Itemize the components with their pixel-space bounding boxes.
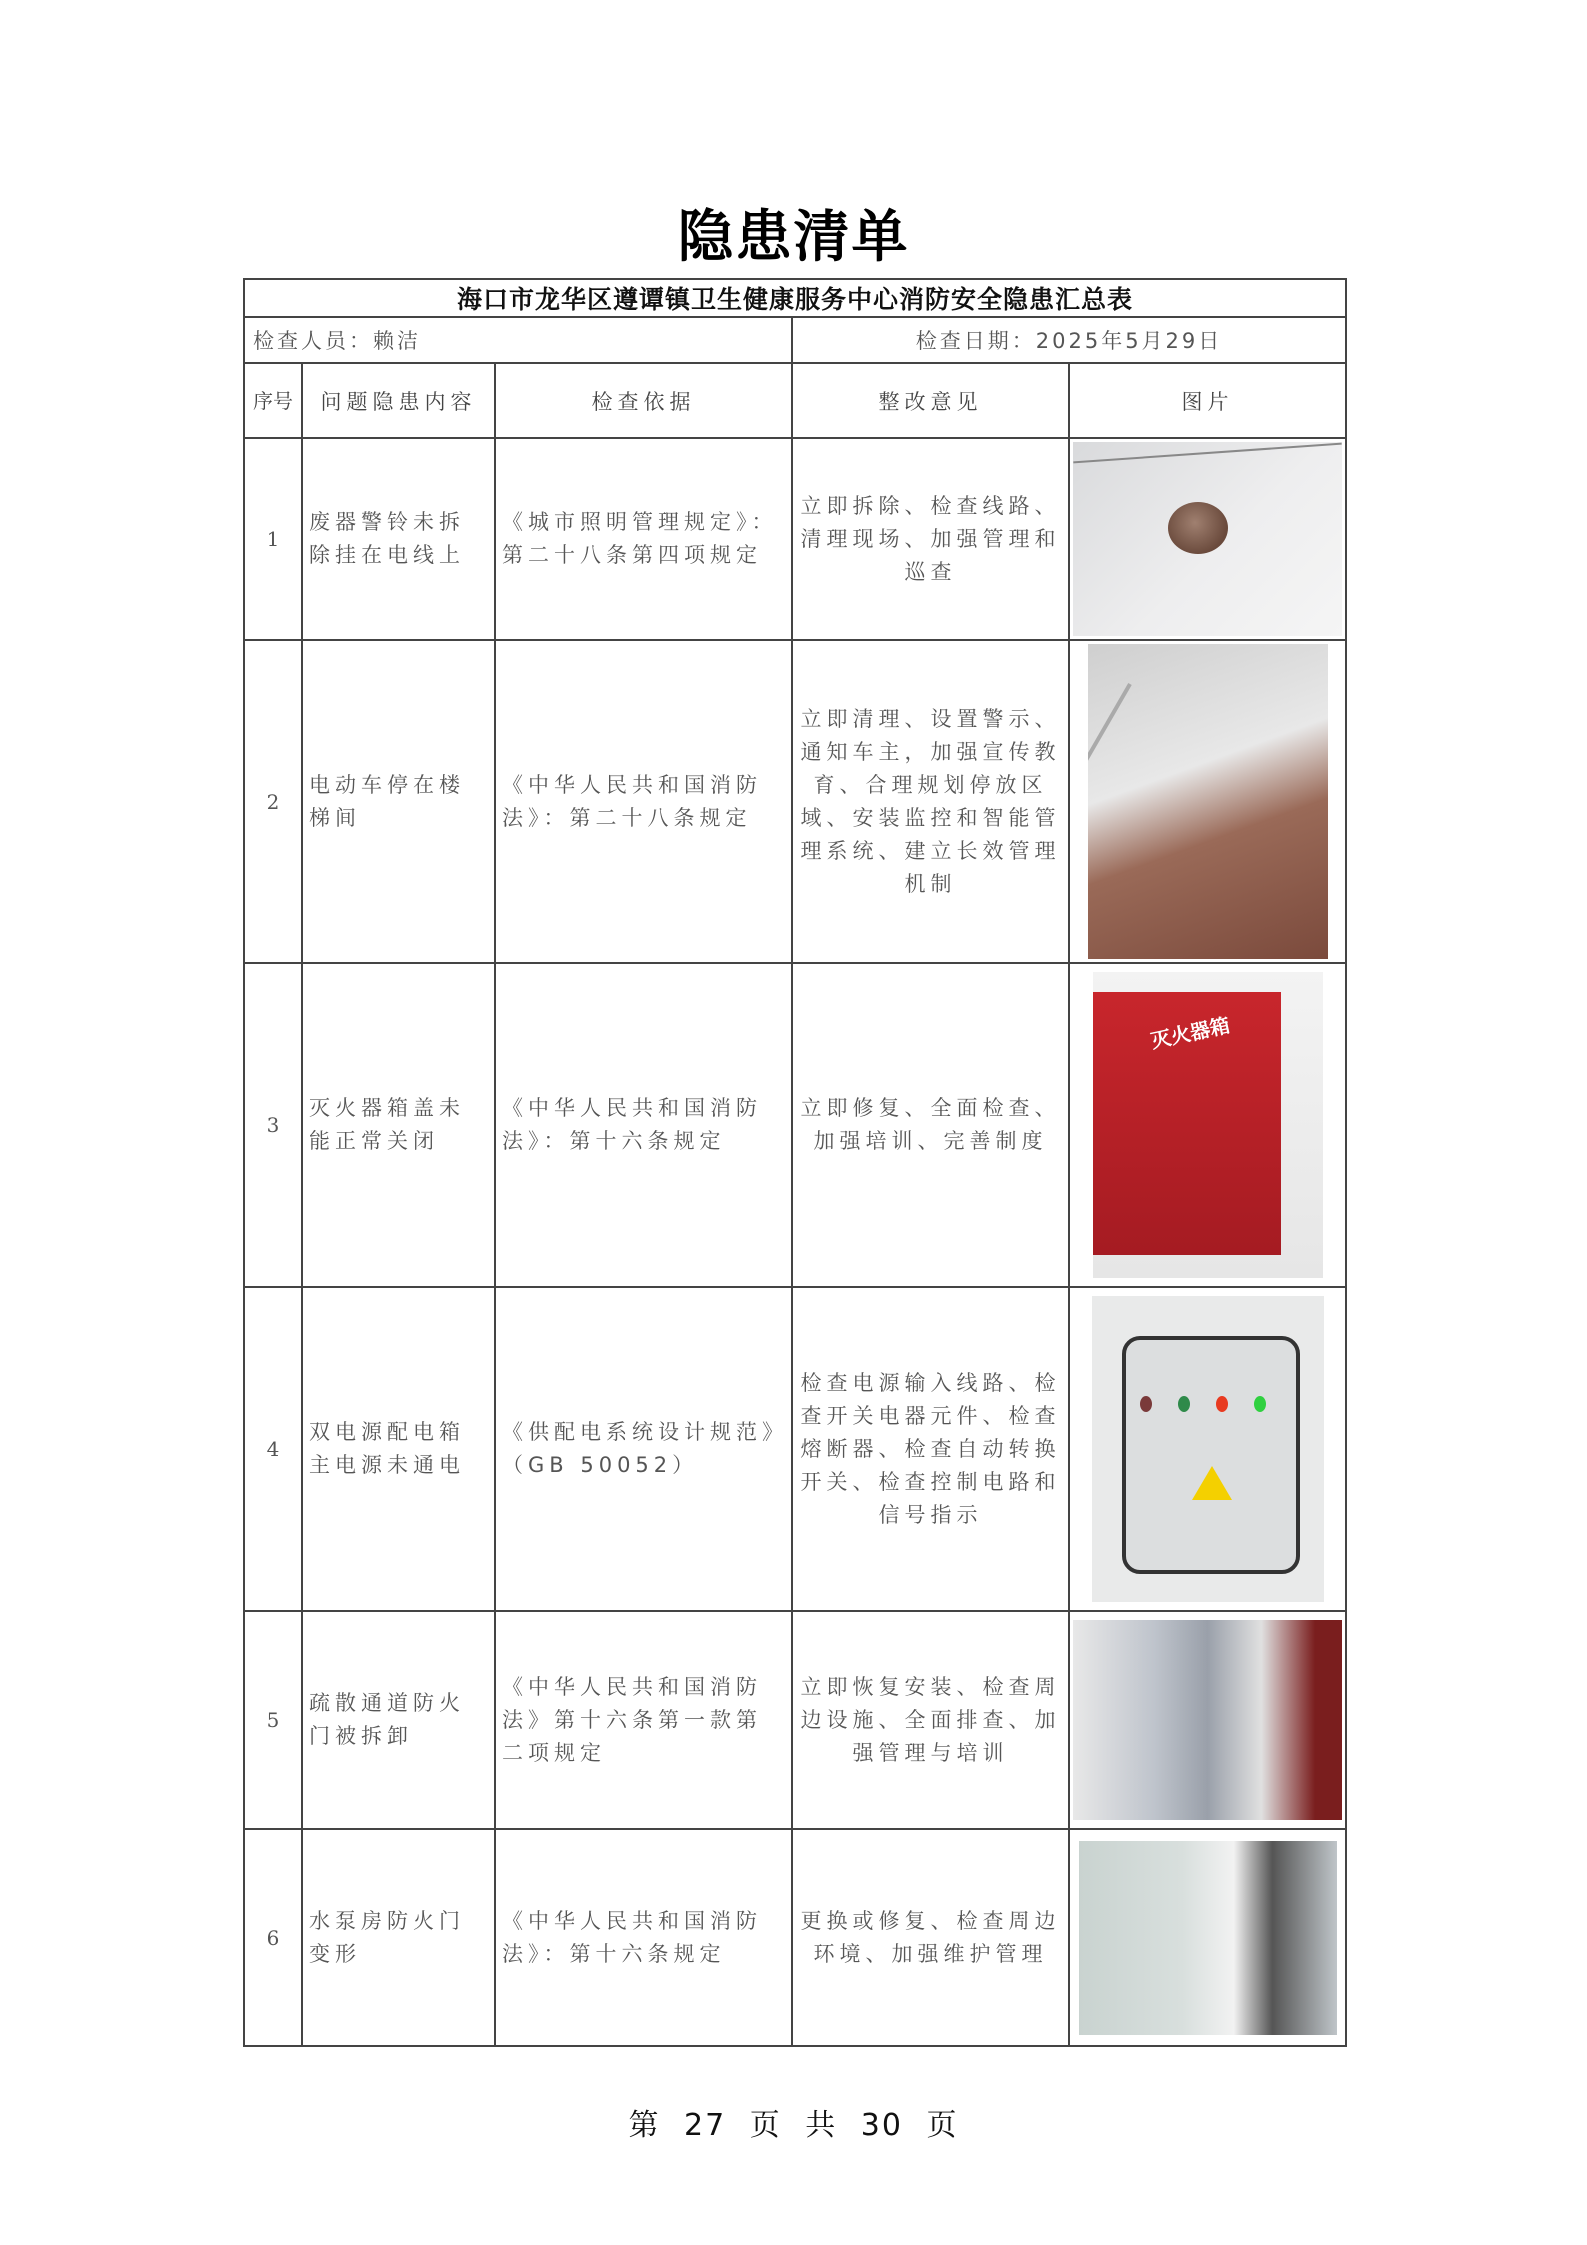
table-row (244, 438, 1346, 640)
indicator-light-icon (1254, 1396, 1266, 1412)
issue-cell: 废器警铃未拆除挂在电线上 (302, 438, 495, 640)
basis-cell: 《中华人民共和国消防法》第十六条第一款第二项规定 (495, 1611, 792, 1829)
issue-cell: 疏散通道防火门被拆卸 (302, 1611, 495, 1829)
column-header-issue: 问题隐患内容 (302, 363, 495, 438)
pump-room-door-photo (1079, 1841, 1337, 2035)
photo-cell (1069, 1287, 1346, 1611)
column-header-no: 序号 (244, 363, 302, 438)
inspection-date: 检查日期：2025年5月29日 (792, 317, 1346, 363)
inspection-info-row (244, 317, 1346, 363)
basis-cell: 《城市照明管理规定》：第二十八条第四项规定 (495, 438, 792, 640)
stairwell-ebike-photo (1088, 644, 1328, 959)
row-number: 1 (244, 438, 302, 640)
photo-cell (1069, 438, 1346, 640)
row-number: 4 (244, 1287, 302, 1611)
row-number: 6 (244, 1829, 302, 2046)
page-number: 第 27 页 共 30 页 (628, 2108, 959, 2143)
column-header-row (244, 363, 1346, 438)
table-row (244, 640, 1346, 963)
basis-cell: 《中华人民共和国消防法》：第十六条规定 (495, 1829, 792, 2046)
basis-cell: 《供配电系统设计规范》（GB 50052） (495, 1287, 792, 1611)
basis-cell: 《中华人民共和国消防法》：第十六条规定 (495, 963, 792, 1287)
table-row (244, 1829, 1346, 2046)
abandoned-alarm-bell-photo (1073, 442, 1342, 636)
rectification-cell: 立即清理、设置警示、通知车主，加强宣传教育、合理规划停放区域、安装监控和智能管理系统、建立长效管理机制 (792, 640, 1069, 963)
table-title-row (244, 279, 1346, 317)
extinguisher-box-label: 灭火器箱 (1148, 1012, 1232, 1054)
photo-cell (1069, 963, 1346, 1287)
issue-cell: 灭火器箱盖未能正常关闭 (302, 963, 495, 1287)
rectification-cell: 检查电源输入线路、检查开关电器元件、检查熔断器、检查自动转换开关、检查控制电路和信号指示 (792, 1287, 1069, 1611)
rectification-cell: 立即修复、全面检查、加强培训、完善制度 (792, 963, 1069, 1287)
distribution-box-photo (1092, 1296, 1324, 1602)
photo-cell (1069, 1829, 1346, 2046)
issue-cell: 电动车停在楼梯间 (302, 640, 495, 963)
rectification-cell: 立即恢复安装、检查周边设施、全面排查、加强管理与培训 (792, 1611, 1069, 1829)
column-header-photo: 图片 (1069, 363, 1346, 438)
table-title: 海口市龙华区遵谭镇卫生健康服务中心消防安全隐患汇总表 (244, 279, 1346, 317)
document-title: 隐患清单 (677, 205, 910, 270)
fire-extinguisher-box-photo (1093, 972, 1323, 1278)
table-row (244, 1287, 1346, 1611)
column-header-rectification: 整改意见 (792, 363, 1069, 438)
bell-icon (1168, 502, 1228, 554)
indicator-light-icon (1178, 1396, 1190, 1412)
photo-cell (1069, 640, 1346, 963)
high-voltage-warning-icon (1192, 1466, 1232, 1500)
row-number: 3 (244, 963, 302, 1287)
table-row (244, 1611, 1346, 1829)
indicator-light-icon (1140, 1396, 1152, 1412)
issue-cell: 水泵房防火门变形 (302, 1829, 495, 2046)
table-row (244, 963, 1346, 1287)
rectification-cell: 立即拆除、检查线路、清理现场、加强管理和巡查 (792, 438, 1069, 640)
hazard-summary-table (243, 278, 1347, 2047)
row-number: 2 (244, 640, 302, 963)
photo-cell (1069, 1611, 1346, 1829)
column-header-basis: 检查依据 (495, 363, 792, 438)
inspector-label: 检查人员：赖洁 (244, 317, 792, 363)
corridor-fire-door-photo (1073, 1620, 1342, 1820)
rectification-cell: 更换或修复、检查周边环境、加强维护管理 (792, 1829, 1069, 2046)
issue-cell: 双电源配电箱主电源未通电 (302, 1287, 495, 1611)
basis-cell: 《中华人民共和国消防法》：第二十八条规定 (495, 640, 792, 963)
row-number: 5 (244, 1611, 302, 1829)
indicator-light-icon (1216, 1396, 1228, 1412)
